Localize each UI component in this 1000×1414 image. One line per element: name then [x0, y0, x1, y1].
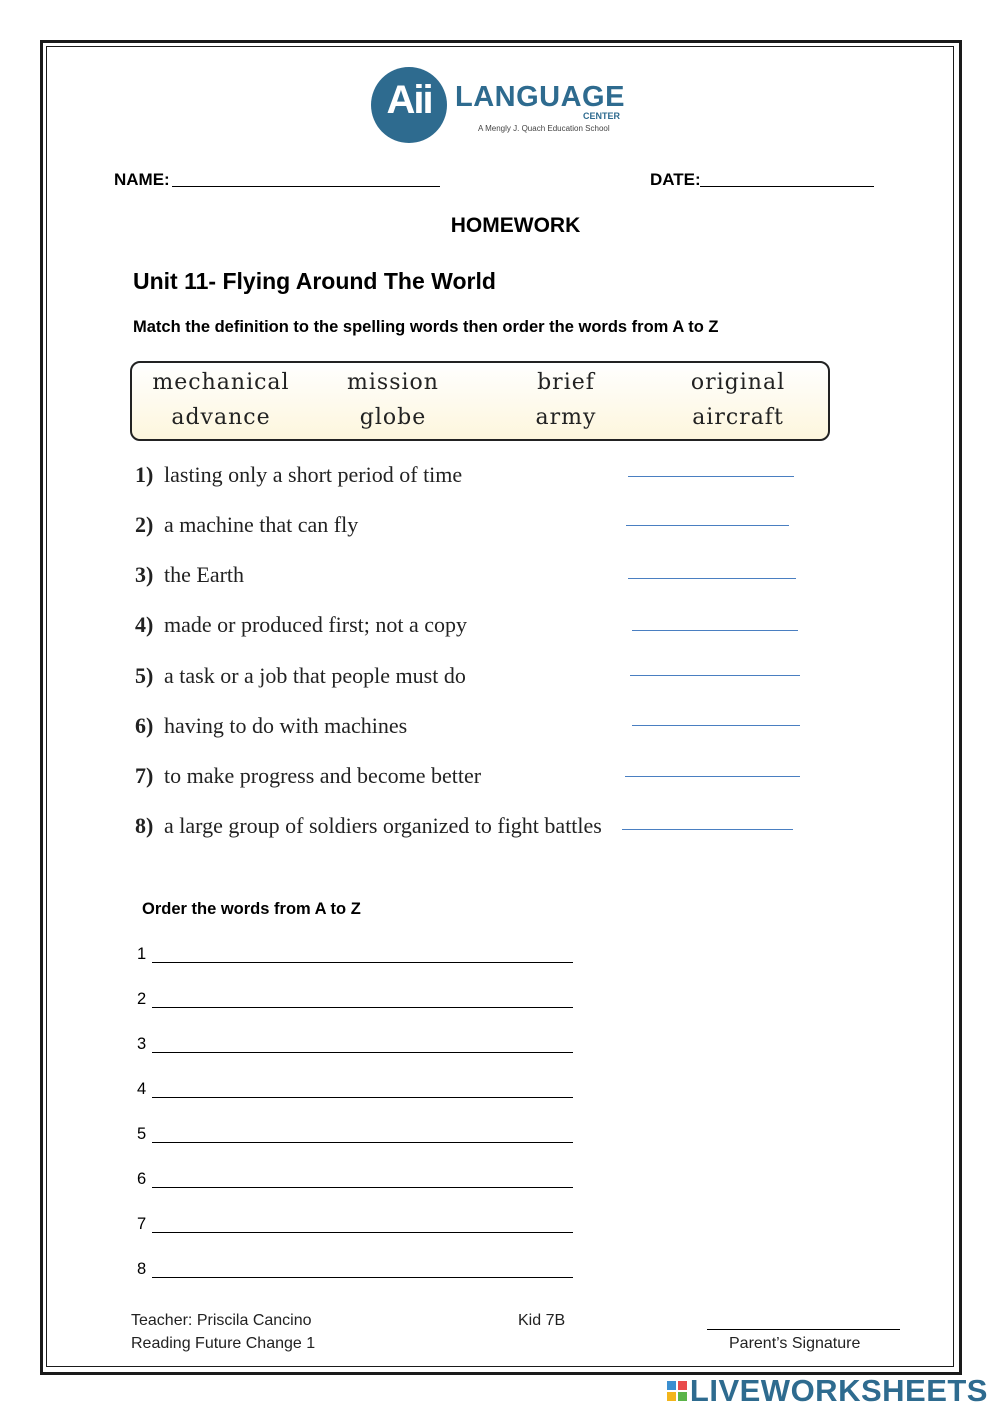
answer-line[interactable] [632, 630, 798, 631]
signature-label: Parent’s Signature [729, 1335, 861, 1352]
definition-number: 8) [135, 813, 154, 838]
definition-text: having to do with machines [164, 713, 408, 738]
liveworksheets-watermark [667, 1373, 988, 1409]
page-border-inner [46, 46, 954, 1367]
language-center-logo [371, 67, 631, 143]
definition-number: 2) [135, 512, 154, 537]
signature-line[interactable] [707, 1329, 900, 1330]
book-title: Reading Future Change 1 [131, 1335, 316, 1352]
answer-line[interactable] [622, 829, 793, 830]
date-field[interactable] [700, 186, 874, 187]
order-answer-line[interactable] [152, 1007, 573, 1008]
definition-text: a large group of soldiers organized to fight battles [164, 813, 602, 838]
name-field[interactable] [172, 186, 440, 187]
logo-tagline: A Mengly J. Quach Education School [478, 124, 610, 133]
definition-text: made or produced first; not a copy [164, 612, 468, 637]
answer-line[interactable] [632, 725, 800, 726]
order-answer-line[interactable] [152, 1187, 573, 1188]
order-number: 2 [137, 990, 147, 1008]
order-answer-line[interactable] [152, 962, 573, 963]
definition-text: lasting only a short period of time [164, 462, 463, 487]
order-answer-line[interactable] [152, 1052, 573, 1053]
definition-number: 3) [135, 562, 154, 587]
answer-line[interactable] [630, 675, 800, 676]
definition-number: 7) [135, 763, 154, 788]
definition-text: a task or a job that people must do [164, 663, 466, 688]
definition-number: 4) [135, 612, 154, 637]
order-number: 8 [137, 1260, 147, 1278]
order-number: 7 [137, 1215, 147, 1233]
logo-mark: Aii [386, 78, 432, 122]
definition-text: a machine that can fly [164, 512, 359, 537]
answer-line[interactable] [628, 578, 796, 579]
answer-line[interactable] [626, 525, 789, 526]
word-bank-word: brief [537, 370, 595, 395]
instruction-text: Match the definition to the spelling words then order the words from A to Z [133, 318, 719, 336]
liveworksheets-blocks-icon [667, 1381, 687, 1401]
order-number: 1 [137, 945, 147, 963]
order-section-title: Order the words from A to Z [142, 900, 361, 918]
word-bank [130, 361, 830, 441]
answer-line[interactable] [628, 476, 794, 477]
page-title: HOMEWORK [450, 214, 581, 237]
definition-number: 5) [135, 663, 154, 688]
definition-number: 6) [135, 713, 154, 738]
word-bank-word: aircraft [692, 405, 784, 430]
order-number: 4 [137, 1080, 147, 1098]
order-answer-line[interactable] [152, 1142, 573, 1143]
order-answer-line[interactable] [152, 1232, 573, 1233]
definition-text: to make progress and become better [164, 763, 482, 788]
unit-title: Unit 11- Flying Around The World [133, 268, 496, 294]
word-bank-word: globe [359, 405, 427, 430]
name-label: NAME: [114, 170, 170, 189]
order-number: 3 [137, 1035, 147, 1053]
definition-number: 1) [135, 462, 154, 487]
order-answer-line[interactable] [152, 1097, 573, 1098]
word-bank-word: original [690, 370, 786, 395]
answer-line[interactable] [625, 776, 800, 777]
word-bank-word: mission [347, 370, 439, 395]
order-answer-line[interactable] [152, 1277, 573, 1278]
word-bank-word: army [535, 405, 597, 430]
order-number: 6 [137, 1170, 147, 1188]
date-label: DATE: [650, 170, 701, 189]
definition-text: the Earth [164, 562, 245, 587]
logo-name: LANGUAGE [455, 81, 625, 113]
teacher-name: Teacher: Priscila Cancino [131, 1312, 312, 1329]
watermark-text: LIVEWORKSHEETS [689, 1373, 988, 1408]
word-bank-word: advance [171, 405, 271, 430]
class-name: Kid 7B [518, 1312, 566, 1329]
order-number: 5 [137, 1125, 147, 1143]
logo-sub: CENTER [583, 111, 621, 121]
word-bank-word: mechanical [152, 370, 290, 395]
